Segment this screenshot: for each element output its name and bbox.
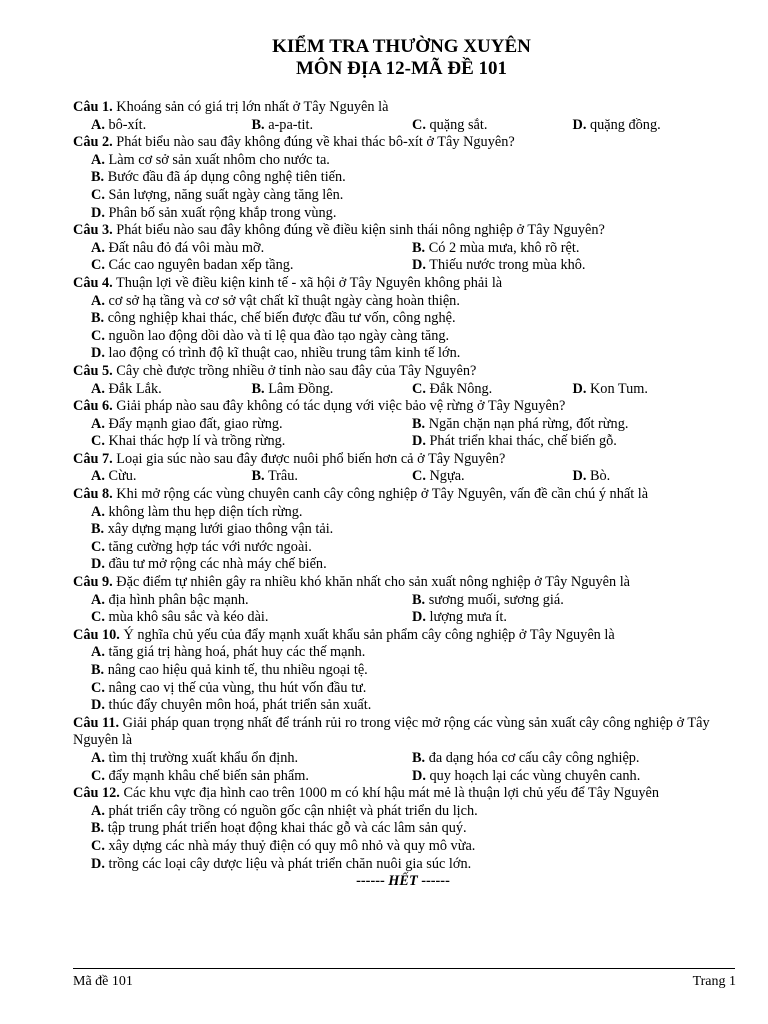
option-d [573, 468, 734, 486]
option-text: Phát triển khai thác, chế biến gỗ. [425, 433, 617, 450]
option-text: quy hoạch lại các vùng chuyên canh. [425, 767, 641, 784]
option-key: D. [412, 257, 426, 274]
question-number: Câu 11. [73, 714, 120, 731]
option-key: A. [91, 239, 105, 256]
exam-title: KIỂM TRA THƯỜNG XUYÊN [272, 36, 531, 57]
option-text: Kon Tum. [586, 380, 648, 397]
question-text: Cây chè được trồng nhiều ở tỉnh nào sau đây của Tây Nguyên? [112, 362, 477, 379]
question-text: Khoáng sản có giá trị lớn nhất ở Tây Nguyên là [112, 99, 389, 115]
option-key: B. [412, 749, 426, 766]
option-text: quặng sắt. [425, 116, 488, 133]
option-key: A. [91, 415, 105, 432]
option-text: Trâu. [264, 468, 299, 485]
options-row [73, 750, 733, 768]
option-d [91, 856, 471, 872]
option-text: Đắk Lắk. [104, 380, 162, 397]
option-key: A. [91, 380, 105, 397]
options-row [73, 680, 733, 698]
question-3 [73, 222, 733, 275]
option-d [573, 381, 734, 399]
options-row [73, 381, 733, 399]
options-row [73, 310, 733, 328]
option-d [91, 556, 327, 572]
option-d [91, 345, 460, 361]
option-key: A. [91, 749, 105, 766]
option-key: C. [91, 186, 105, 203]
option-key: D. [91, 697, 105, 714]
option-b [412, 750, 733, 768]
option-text: xây dựng các nhà máy thuỷ điện có quy mô nhỏ và quy mô vừa. [104, 837, 476, 854]
option-text: Bước đầu đã áp dụng công nghệ tiên tiến. [104, 169, 346, 186]
option-c [91, 187, 343, 203]
option-text: Sản lượng, năng suất ngày càng tăng lên. [104, 186, 344, 203]
option-text: không làm thu hẹp diện tích rừng. [104, 503, 303, 520]
option-a [91, 117, 252, 135]
option-text: xây dựng mạng lưới giao thông vận tải. [104, 521, 334, 538]
option-c [91, 680, 366, 696]
option-text: Làm cơ sở sản xuất nhôm cho nước ta. [104, 151, 330, 168]
option-c [412, 468, 573, 486]
option-a [91, 803, 478, 819]
question-number: Câu 3. [73, 222, 113, 239]
option-text: tăng giá trị hàng hoá, phát huy các thế mạnh. [104, 644, 366, 661]
option-key: B. [91, 310, 105, 327]
options-row [73, 205, 733, 223]
options-row [73, 187, 733, 205]
option-key: C. [91, 538, 105, 555]
option-key: A. [91, 644, 105, 661]
option-key: D. [91, 556, 105, 573]
option-a [91, 644, 365, 660]
option-c [412, 381, 573, 399]
option-key: C. [91, 433, 105, 450]
option-a [91, 504, 302, 520]
option-text: bô-xít. [104, 116, 147, 133]
options-row [73, 697, 733, 715]
options-row [73, 240, 733, 258]
question-4 [73, 275, 733, 363]
option-key: B. [412, 239, 426, 256]
question-text: Giải pháp quan trọng nhất để tránh rủi ro trong việc mở rộng các vùng sản xuất cây công nghiệp ở Tây Nguyên là [73, 714, 710, 749]
option-key: C. [412, 116, 426, 133]
option-b [252, 468, 413, 486]
question-text: Thuận lợi về điều kiện kinh tế - xã hội ở Tây Nguyên không phải là [112, 274, 503, 291]
option-key: A. [91, 591, 105, 608]
option-a [91, 468, 252, 486]
option-b [91, 310, 456, 326]
option-a [91, 416, 412, 434]
question-text: Phát biểu nào sau đây không đúng về điều kiện sinh thái nông nghiệp ở Tây Nguyên? [112, 222, 605, 239]
option-b [412, 240, 733, 258]
options-row [73, 592, 733, 610]
option-text: Đẩy mạnh giao đất, giao rừng. [104, 415, 283, 432]
question-12 [73, 785, 733, 873]
option-a [91, 240, 412, 258]
end-word: HẾT [388, 873, 418, 890]
options-row [73, 609, 733, 627]
question-number: Câu 10. [73, 626, 120, 643]
option-c [91, 433, 412, 451]
end-dash-right: ------ [417, 873, 450, 890]
options-row [73, 838, 733, 856]
question-stem [73, 222, 733, 240]
option-text: Ngăn chặn nạn phá rừng, đốt rừng. [425, 415, 629, 432]
option-text: địa hình phân bậc mạnh. [104, 591, 249, 608]
question-list [73, 99, 733, 891]
question-text: Giải pháp nào sau đây không có tác dụng với việc bảo vệ rừng ở Tây Nguyên? [112, 398, 566, 415]
option-key: C. [91, 327, 105, 344]
option-text: nâng cao vị thế của vùng, thu hút vốn đầu tư. [104, 679, 367, 696]
options-row [73, 416, 733, 434]
option-b [252, 117, 413, 135]
question-text: Phát biểu nào sau đây không đúng về khai thác bô-xít ở Tây Nguyên? [112, 134, 515, 151]
question-9 [73, 574, 733, 627]
options-row [73, 433, 733, 451]
option-d [412, 433, 733, 451]
option-key: A. [91, 802, 105, 819]
options-row [73, 169, 733, 187]
option-b [91, 521, 333, 537]
option-c [91, 609, 412, 627]
option-d [573, 117, 734, 135]
option-text: Thiếu nước trong mùa khô. [425, 257, 586, 274]
question-stem [73, 99, 733, 117]
option-b [252, 381, 413, 399]
options-row [73, 521, 733, 539]
option-key: C. [412, 380, 426, 397]
option-text: Đắk Nông. [425, 380, 493, 397]
option-b [412, 592, 733, 610]
option-key: C. [91, 679, 105, 696]
footer-exam-code: Mã đề 101 [73, 974, 133, 989]
option-text: tìm thị trường xuất khẩu ổn định. [104, 749, 299, 766]
option-key: B. [412, 415, 426, 432]
options-row [73, 556, 733, 574]
option-a [91, 592, 412, 610]
option-key: A. [91, 468, 105, 485]
option-key: D. [572, 468, 587, 485]
option-text: tập trung phát triển hoạt động khai thác gỗ và các lâm sản quý. [104, 820, 467, 837]
option-key: D. [91, 345, 105, 362]
option-b [91, 820, 467, 836]
option-key: B. [91, 169, 105, 186]
question-number: Câu 2. [73, 134, 113, 151]
option-key: D. [91, 855, 105, 872]
option-text: công nghiệp khai thác, chế biến được đầu tư vốn, công nghệ. [104, 310, 456, 327]
option-key: B. [251, 380, 265, 397]
option-key: D. [412, 433, 426, 450]
option-key: D. [412, 767, 426, 784]
option-key: B. [251, 116, 265, 133]
options-row [73, 644, 733, 662]
question-number: Câu 6. [73, 398, 113, 415]
option-text: Phân bố sản xuất rộng khắp trong vùng. [104, 204, 337, 221]
question-stem [73, 275, 733, 293]
option-c [91, 838, 475, 854]
options-row [73, 662, 733, 680]
option-d [91, 697, 371, 713]
option-key: C. [412, 468, 426, 485]
option-key: D. [412, 609, 426, 626]
option-text: Khai thác hợp lí và trồng rừng. [104, 433, 286, 450]
question-8 [73, 486, 733, 574]
option-b [412, 416, 733, 434]
option-key: C. [91, 257, 105, 274]
option-c [91, 768, 412, 786]
question-2 [73, 134, 733, 222]
option-text: lượng mưa ít. [425, 609, 507, 626]
options-row [73, 468, 733, 486]
question-text: Ý nghĩa chủ yếu của đẩy mạnh xuất khẩu sản phẩm cây công nghiệp ở Tây Nguyên là [119, 626, 615, 643]
options-row [73, 328, 733, 346]
option-key: D. [91, 204, 105, 221]
options-row [73, 820, 733, 838]
options-row [73, 803, 733, 821]
option-text: đầu tư mở rộng các nhà máy chế biến. [104, 556, 327, 573]
options-row [73, 293, 733, 311]
question-text: Các khu vực địa hình cao trên 1000 m có khí hậu mát mẻ là thuận lợi chủ yếu để Tây Nguyên [119, 785, 659, 802]
option-key: B. [412, 591, 426, 608]
option-b [91, 662, 368, 678]
option-c [91, 257, 412, 275]
option-key: B. [91, 521, 105, 538]
question-stem [73, 134, 733, 152]
option-a [91, 293, 460, 309]
question-6 [73, 398, 733, 451]
question-stem [73, 363, 733, 381]
option-text: phát triển cây trồng có nguồn gốc cận nhiệt và phát triển du lịch. [104, 802, 478, 819]
option-a [91, 381, 252, 399]
option-d [91, 205, 336, 221]
option-key: C. [91, 609, 105, 626]
option-text: Bò. [586, 468, 611, 485]
option-a [91, 750, 412, 768]
question-stem [73, 574, 733, 592]
option-key: C. [91, 767, 105, 784]
option-key: A. [91, 292, 105, 309]
question-11 [73, 715, 733, 785]
question-stem [73, 715, 733, 750]
option-key: B. [91, 662, 105, 678]
options-row [73, 504, 733, 522]
option-text: quặng đồng. [586, 116, 661, 133]
option-text: nâng cao hiệu quả kinh tế, thu nhiều ngoại tệ. [104, 662, 368, 678]
footer-divider [73, 968, 735, 969]
question-stem [73, 398, 733, 416]
question-number: Câu 12. [73, 785, 120, 802]
option-key: A. [91, 116, 105, 133]
option-text: trồng các loại cây dược liệu và phát triển chăn nuôi gia súc lớn. [104, 855, 472, 872]
option-text: Lâm Đồng. [264, 380, 334, 397]
question-number: Câu 5. [73, 362, 113, 379]
options-row [73, 539, 733, 557]
exam-subtitle: MÔN ĐỊA 12-MÃ ĐỀ 101 [295, 58, 508, 79]
option-key: B. [91, 820, 105, 837]
option-text: cơ sở hạ tầng và cơ sở vật chất kĩ thuật ngày càng hoàn thiện. [104, 292, 460, 309]
option-text: nguồn lao động dồi dào và tỉ lệ qua đào tạo ngày càng tăng. [104, 327, 450, 344]
option-text: thúc đẩy chuyên môn hoá, phát triển sản xuất. [104, 697, 372, 714]
option-d [412, 768, 733, 786]
options-row [73, 257, 733, 275]
option-key: B. [251, 468, 265, 485]
question-text: Loại gia súc nào sau đây được nuôi phổ biến hơn cả ở Tây Nguyên? [112, 450, 506, 467]
option-key: A. [91, 503, 105, 520]
option-key: C. [91, 837, 105, 854]
option-text: Ngựa. [425, 468, 465, 485]
question-number: Câu 1. [73, 99, 113, 115]
option-text: lao động có trình độ kĩ thuật cao, nhiều trung tâm kinh tế lớn. [104, 345, 461, 362]
option-text: đa dạng hóa cơ cấu cây công nghiệp. [425, 749, 640, 766]
question-7 [73, 451, 733, 486]
question-text: Đặc điểm tự nhiên gây ra nhiều khó khăn nhất cho sản xuất nông nghiệp ở Tây Nguyên là [112, 574, 631, 591]
question-stem [73, 451, 733, 469]
option-key: A. [91, 151, 105, 168]
option-text: Các cao nguyên badan xếp tầng. [104, 257, 294, 274]
question-stem [73, 486, 733, 504]
question-number: Câu 4. [73, 274, 113, 291]
option-c [91, 328, 449, 344]
option-b [91, 169, 346, 185]
option-d [412, 257, 733, 275]
question-5 [73, 363, 733, 398]
end-marker [73, 873, 733, 891]
question-1 [73, 99, 733, 134]
options-row [73, 117, 733, 135]
option-text: a-pa-tit. [264, 116, 314, 133]
options-row [73, 152, 733, 170]
option-a [91, 152, 330, 168]
question-10 [73, 627, 733, 715]
options-row [73, 856, 733, 874]
footer-page-number: Trang 1 [692, 974, 736, 989]
options-row [73, 345, 733, 363]
end-dash-left: ------ [356, 873, 389, 890]
option-text: sương muối, sương giá. [425, 591, 564, 608]
question-stem [73, 785, 733, 803]
option-d [412, 609, 733, 627]
option-key: D. [572, 380, 587, 397]
option-text: Đất nâu đỏ đá vôi màu mỡ. [104, 239, 265, 256]
question-stem [73, 627, 733, 645]
question-number: Câu 7. [73, 450, 113, 467]
option-text: mùa khô sâu sắc và kéo dài. [104, 609, 269, 626]
option-c [91, 539, 312, 555]
option-text: Có 2 mùa mưa, khô rõ rệt. [425, 239, 580, 256]
option-text: đẩy mạnh khâu chế biến sản phẩm. [104, 767, 309, 784]
option-text: tăng cường hợp tác với nước ngoài. [104, 538, 312, 555]
question-number: Câu 9. [73, 574, 113, 591]
option-key: D. [572, 116, 587, 133]
question-number: Câu 8. [73, 486, 113, 503]
options-row [73, 768, 733, 786]
option-text: Cừu. [104, 468, 137, 485]
option-c [412, 117, 573, 135]
question-text: Khi mở rộng các vùng chuyên canh cây công nghiệp ở Tây Nguyên, vấn đề cần chú ý nhất là [112, 486, 649, 503]
